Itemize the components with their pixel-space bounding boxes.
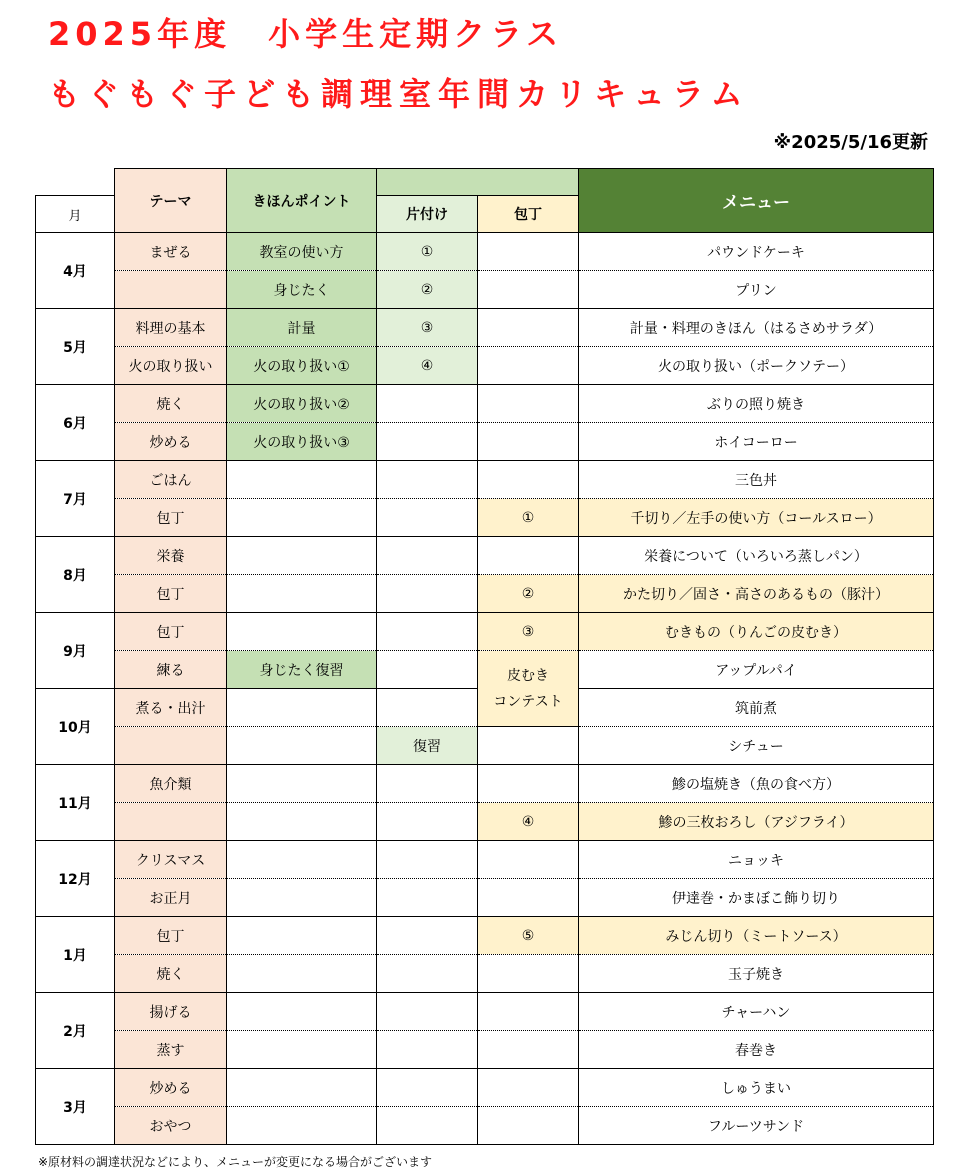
kihon-cell [227, 1031, 377, 1069]
header-menu: メニュー [579, 169, 934, 233]
menu-cell: アップルパイ [579, 651, 934, 689]
menu-cell: シチュー [579, 727, 934, 765]
menu-cell: ホイコーロー [579, 423, 934, 461]
hocho-cell [478, 423, 579, 461]
menu-cell: 鯵の三枚おろし（アジフライ） [579, 803, 934, 841]
kihon-cell [227, 993, 377, 1031]
theme-cell: お正月 [115, 879, 227, 917]
hocho-cell: ④ [478, 803, 579, 841]
menu-cell: フルーツサンド [579, 1107, 934, 1145]
theme-cell: ごはん [115, 461, 227, 499]
header-katazuke: 片付け [377, 196, 478, 233]
theme-cell: 栄養 [115, 537, 227, 575]
theme-cell: まぜる [115, 233, 227, 271]
menu-cell: プリン [579, 271, 934, 309]
theme-cell: クリスマス [115, 841, 227, 879]
kihon-cell [227, 1069, 377, 1107]
table-row [36, 955, 934, 993]
month-cell: 1月 [36, 917, 115, 993]
kihon-cell [227, 1107, 377, 1145]
kihon-cell: 身じたく復習 [227, 651, 377, 689]
table-row [36, 613, 934, 651]
hocho-cell [478, 765, 579, 803]
hocho-cell: ① [478, 499, 579, 537]
table-row [36, 499, 934, 537]
kihon-cell [227, 537, 377, 575]
kihon-cell: 火の取り扱い② [227, 385, 377, 423]
hocho-cell [478, 879, 579, 917]
katazuke-cell [377, 803, 478, 841]
menu-cell: 伊達巻・かまぼこ飾り切り [579, 879, 934, 917]
hocho-cell [478, 347, 579, 385]
page-title-line2: もぐもぐ子ども調理室年間カリキュラム [48, 75, 750, 113]
theme-cell: 魚介類 [115, 765, 227, 803]
header-month: 月 [36, 196, 115, 233]
theme-cell: 包丁 [115, 575, 227, 613]
hocho-cell: ② [478, 575, 579, 613]
kihon-cell [227, 879, 377, 917]
theme-cell: 焼く [115, 955, 227, 993]
month-cell: 4月 [36, 233, 115, 309]
katazuke-cell [377, 879, 478, 917]
katazuke-cell [377, 689, 478, 727]
table-row [36, 993, 934, 1031]
hocho-cell [478, 233, 579, 271]
month-cell: 3月 [36, 1069, 115, 1145]
blank-corner [36, 169, 115, 196]
table-row [36, 917, 934, 955]
katazuke-cell [377, 461, 478, 499]
curriculum-table [35, 168, 934, 1145]
table-row [36, 309, 934, 347]
month-cell: 5月 [36, 309, 115, 385]
hocho-cell [478, 271, 579, 309]
kihon-cell: 身じたく [227, 271, 377, 309]
menu-cell: 栄養について（いろいろ蒸しパン） [579, 537, 934, 575]
theme-cell: 炒める [115, 1069, 227, 1107]
kihon-cell [227, 955, 377, 993]
katazuke-cell: ③ [377, 309, 478, 347]
kihon-cell [227, 575, 377, 613]
table-row [36, 233, 934, 271]
table-row [36, 271, 934, 309]
hocho-cell: 皮むき コンテスト [478, 651, 579, 727]
footnote: ※原材料の調達状況などにより、メニューが変更になる場合がございます [38, 1155, 433, 1169]
hocho-cell [478, 841, 579, 879]
updated-date: ※2025/5/16更新 [773, 132, 928, 153]
table-row [36, 803, 934, 841]
header-theme: テーマ [115, 169, 227, 233]
month-cell: 10月 [36, 689, 115, 765]
katazuke-cell [377, 917, 478, 955]
table-row [36, 1031, 934, 1069]
table-row [36, 651, 934, 689]
katazuke-cell [377, 993, 478, 1031]
theme-cell: 炒める [115, 423, 227, 461]
hocho-cell [478, 993, 579, 1031]
table-row [36, 765, 934, 803]
hocho-cell [478, 309, 579, 347]
kihon-cell: 計量 [227, 309, 377, 347]
katazuke-cell [377, 575, 478, 613]
table-row [36, 461, 934, 499]
table-row [36, 879, 934, 917]
theme-cell: 火の取り扱い [115, 347, 227, 385]
katazuke-cell [377, 537, 478, 575]
hocho-cell: ③ [478, 613, 579, 651]
hocho-cell: ⑤ [478, 917, 579, 955]
menu-cell: 筑前煮 [579, 689, 934, 727]
menu-cell: しゅうまい [579, 1069, 934, 1107]
table-row [36, 575, 934, 613]
kihon-cell [227, 499, 377, 537]
menu-cell: ぶりの照り焼き [579, 385, 934, 423]
table-row [36, 385, 934, 423]
theme-cell: 蒸す [115, 1031, 227, 1069]
kihon-cell: 教室の使い方 [227, 233, 377, 271]
hocho-cell [478, 1107, 579, 1145]
theme-cell: 包丁 [115, 499, 227, 537]
page-title-line1: 2025年度 小学生定期クラス [48, 15, 564, 53]
table-row [36, 537, 934, 575]
month-cell: 12月 [36, 841, 115, 917]
katazuke-cell: 復習 [377, 727, 478, 765]
theme-cell: 煮る・出汁 [115, 689, 227, 727]
hocho-cell [478, 727, 579, 765]
hocho-cell [478, 955, 579, 993]
kihon-cell [227, 765, 377, 803]
menu-cell: 火の取り扱い（ポークソテー） [579, 347, 934, 385]
table-row [36, 1069, 934, 1107]
kihon-cell: 火の取り扱い① [227, 347, 377, 385]
menu-cell: 玉子焼き [579, 955, 934, 993]
menu-cell: 千切り／左手の使い方（コールスロー） [579, 499, 934, 537]
theme-cell: 揚げる [115, 993, 227, 1031]
katazuke-cell: ② [377, 271, 478, 309]
katazuke-cell: ④ [377, 347, 478, 385]
header-kihon-extension [377, 169, 579, 196]
hocho-cell [478, 537, 579, 575]
theme-cell: 包丁 [115, 917, 227, 955]
kihon-cell [227, 841, 377, 879]
theme-cell [115, 803, 227, 841]
menu-cell: 三色丼 [579, 461, 934, 499]
theme-cell: 焼く [115, 385, 227, 423]
menu-cell: パウンドケーキ [579, 233, 934, 271]
menu-cell: 計量・料理のきほん（はるさめサラダ） [579, 309, 934, 347]
katazuke-cell [377, 1031, 478, 1069]
menu-cell: 春巻き [579, 1031, 934, 1069]
katazuke-cell [377, 651, 478, 689]
table-row [36, 841, 934, 879]
kihon-cell [227, 917, 377, 955]
kihon-cell [227, 727, 377, 765]
month-cell: 7月 [36, 461, 115, 537]
month-cell: 11月 [36, 765, 115, 841]
theme-cell: 料理の基本 [115, 309, 227, 347]
theme-cell: 包丁 [115, 613, 227, 651]
month-cell: 9月 [36, 613, 115, 689]
menu-cell: かた切り／固さ・高さのあるもの（豚汁） [579, 575, 934, 613]
menu-cell: ニョッキ [579, 841, 934, 879]
menu-cell: 鯵の塩焼き（魚の食べ方） [579, 765, 934, 803]
katazuke-cell [377, 385, 478, 423]
menu-cell: チャーハン [579, 993, 934, 1031]
kihon-cell [227, 613, 377, 651]
katazuke-cell [377, 955, 478, 993]
katazuke-cell [377, 499, 478, 537]
table-row [36, 423, 934, 461]
menu-cell: むきもの（りんごの皮むき） [579, 613, 934, 651]
hocho-cell [478, 385, 579, 423]
kihon-cell [227, 461, 377, 499]
month-cell: 2月 [36, 993, 115, 1069]
header-kihon: きほんポイント [227, 169, 377, 233]
theme-cell: 練る [115, 651, 227, 689]
katazuke-cell [377, 423, 478, 461]
menu-cell: みじん切り（ミートソース） [579, 917, 934, 955]
table-row [36, 347, 934, 385]
hocho-cell [478, 1031, 579, 1069]
theme-cell [115, 727, 227, 765]
theme-cell: おやつ [115, 1107, 227, 1145]
table-row [36, 1107, 934, 1145]
kihon-cell [227, 689, 377, 727]
table-row [36, 727, 934, 765]
katazuke-cell [377, 765, 478, 803]
header-hocho: 包丁 [478, 196, 579, 233]
katazuke-cell [377, 613, 478, 651]
katazuke-cell [377, 1069, 478, 1107]
hocho-cell [478, 461, 579, 499]
katazuke-cell [377, 841, 478, 879]
theme-cell [115, 271, 227, 309]
kihon-cell [227, 803, 377, 841]
katazuke-cell: ① [377, 233, 478, 271]
katazuke-cell [377, 1107, 478, 1145]
hocho-cell [478, 1069, 579, 1107]
kihon-cell: 火の取り扱い③ [227, 423, 377, 461]
month-cell: 6月 [36, 385, 115, 461]
month-cell: 8月 [36, 537, 115, 613]
